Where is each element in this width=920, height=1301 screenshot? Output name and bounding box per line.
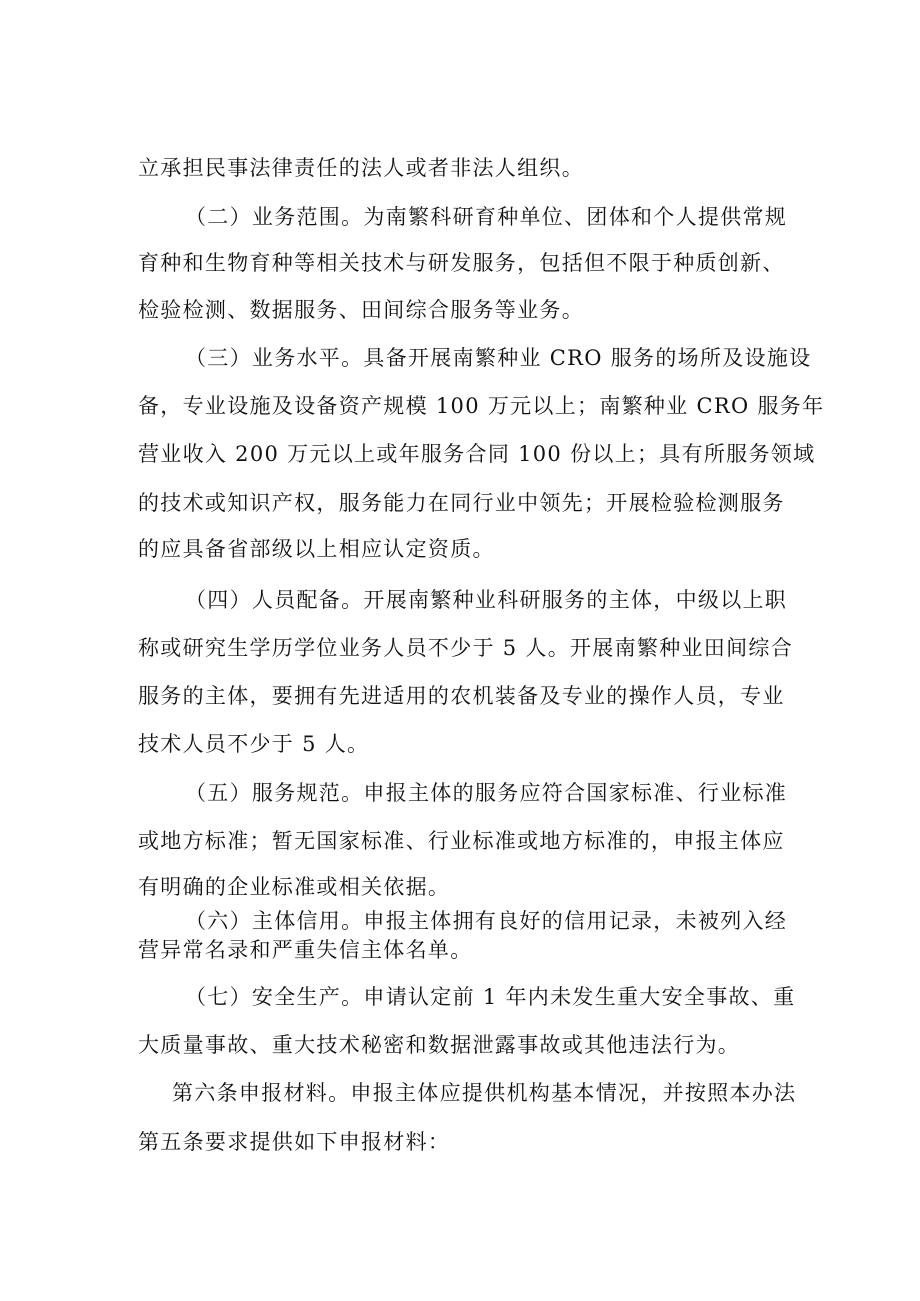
text-line: 大质量事故、重大技术秘密和数据泄露事故或其他违法行为。 [138,1033,741,1057]
text-line: 育种和生物育种等相关技术与研发服务，包括但不限于种质创新、 [138,251,785,275]
paragraph-staffing: （四）人员配备。开展南繁种业科研服务的主体，中级以上职 [185,588,788,612]
text-line: 检验检测、数据服务、田间综合服务等业务。 [138,298,584,322]
text-line: 的技术或知识产权，服务能力在同行业中领先；开展检验检测服务 [138,491,785,515]
paragraph-business-scope: （二）业务范围。为南繁科研育种单位、团体和个人提供常规 [185,205,788,229]
text-line: 营业收入 200 万元以上或年服务合同 100 份以上；具有所服务领域 [138,442,816,466]
text-line: 称或研究生学历学位业务人员不少于 5 人。开展南繁种业田间综合 [138,636,794,660]
paragraph-business-level: （三）业务水平。具备开展南繁种业 CRO 服务的场所及设施设 [185,346,812,370]
text-line: 技术人员不少于 5 人。 [138,732,370,756]
text-line: 营异常名录和严重失信主体名单。 [138,938,473,962]
text-line: 服务的主体，要拥有先进适用的农机装备及专业的操作人员，专业 [138,684,785,708]
paragraph-safety: （七）安全生产。申请认定前 1 年内未发生重大安全事故、重 [185,985,796,1009]
text-line: 备，专业设施及设备资产规模 100 万元以上；南繁种业 CRO 服务年 [138,394,825,418]
article-six-heading: 第六条申报材料。申报主体应提供机构基本情况，并按照本办法 [172,1081,797,1105]
text-line: 立承担民事法律责任的法人或者非法人组织。 [138,156,584,180]
text-line: 有明确的企业标准或相关依据。 [138,875,451,899]
text-line: 的应具备省部级以上相应认定资质。 [138,537,495,561]
text-line: 第五条要求提供如下申报材料： [138,1130,451,1154]
paragraph-service-standards: （五）服务规范。申报主体的服务应符合国家标准、行业标准 [185,781,788,805]
text-line: 或地方标准；暂无国家标准、行业标准或地方标准的，申报主体应 [138,829,785,853]
paragraph-credit: （六）主体信用。申报主体拥有良好的信用记录，未被列入经 [185,909,788,933]
